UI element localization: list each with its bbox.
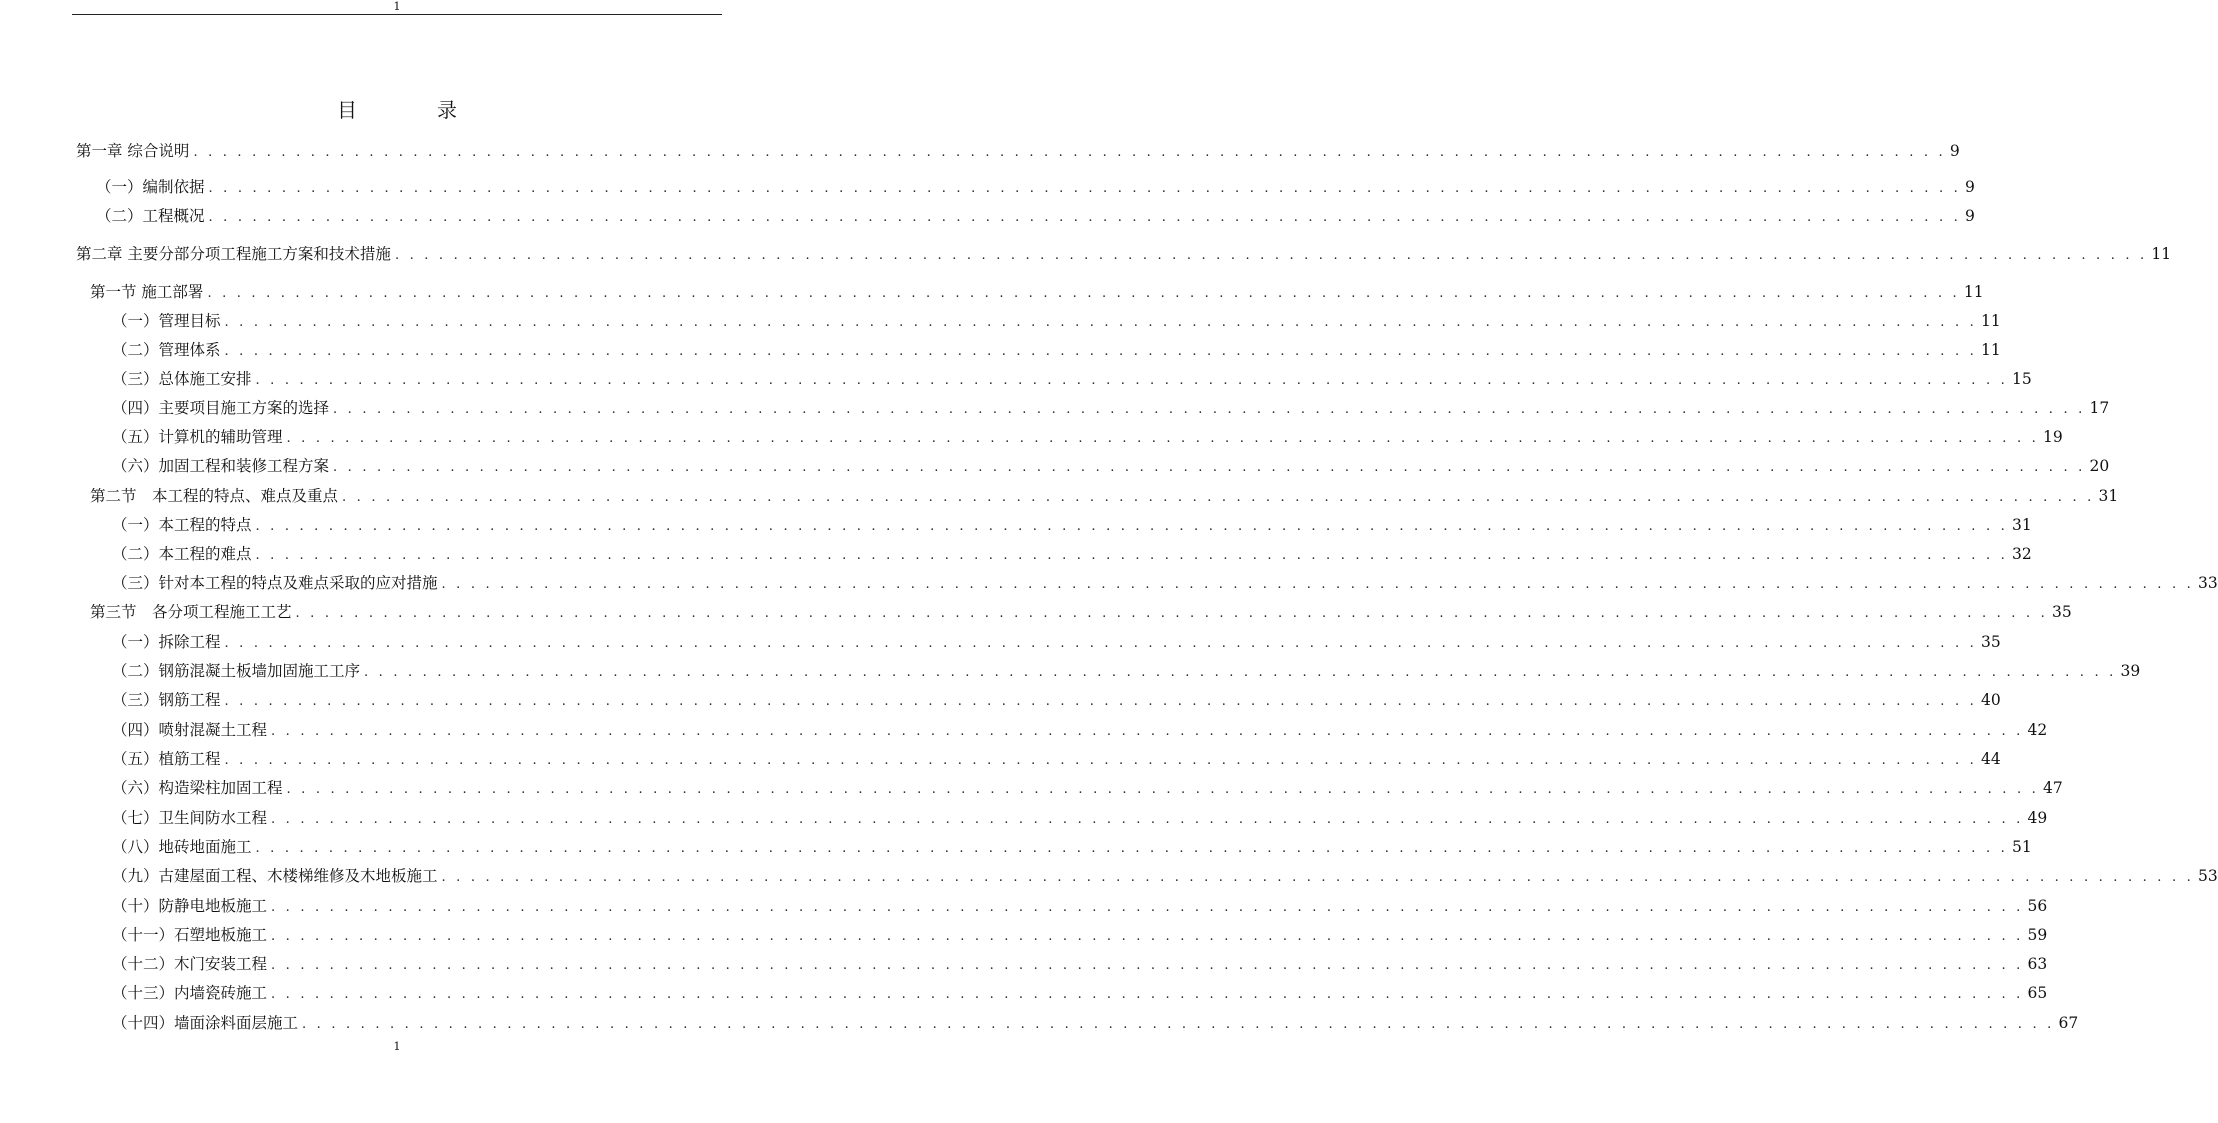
toc-leader-dots: . . . . . . . . . . . . . . . . . . . . . . . . . . . . . . . . . . . . . . . . . . . . . . . . . . . . . . . . . . . . . . . . . . . . . . . . . . . . . . . . . . . . . . . . . . . . . . . . . . . . . . . . . . . . . . . . . . . . . . . . (224, 753, 1977, 768)
toc-entry-label: 第一节 施工部署 (90, 283, 204, 301)
toc-leader-dots: . . . . . . . . . . . . . . . . . . . . . . . . . . . . . . . . . . . . . . . . . . . . . . . . . . . . . . . . . . . . . . . . . . . . . . . . . . . . . . . . . . . . . . . . . . . . . . . . . . . . . . . . . . . . . . . . . . . . . . . . (193, 145, 1946, 160)
toc-entry[interactable] (112, 952, 2048, 976)
footer-page-number: 1 (393, 1040, 401, 1053)
toc-entry-page: 19 (2042, 428, 2063, 446)
toc-entry[interactable] (96, 204, 1975, 228)
toc-entry[interactable] (112, 571, 2218, 595)
toc-entry[interactable] (112, 1011, 2079, 1035)
toc-leader-dots: . . . . . . . . . . . . . . . . . . . . . . . . . . . . . . . . . . . . . . . . . . . . . . . . . . . . . . . . . . . . . . . . . . . . . . . . . . . . . . . . . . . . . . . . . . . . . . . . . . . . . . . . . . . . . . . . . . . . . . . . (208, 210, 1961, 225)
toc-entry-label: （十四）墙面涂料面层施工 (112, 1014, 299, 1032)
toc-entry[interactable] (112, 396, 2110, 420)
toc-leader-dots: . . . . . . . . . . . . . . . . . . . . . . . . . . . . . . . . . . . . . . . . . . . . . . . . . . . . . . . . . . . . . . . . . . . . . . . . . . . . . . . . . . . . . . . . . . . . . . . . . . . . . . . . . . . . . . . . . . . . . . . . (295, 606, 2048, 621)
toc-leader-dots: . . . . . . . . . . . . . . . . . . . . . . . . . . . . . . . . . . . . . . . . . . . . . . . . . . . . . . . . . . . . . . . . . . . . . . . . . . . . . . . . . . . . . . . . . . . . . . . . . . . . . . . . . . . . . . . . . . . . . . . . (224, 315, 1977, 330)
toc-entry-page: 40 (1980, 691, 2001, 709)
toc-entry[interactable] (112, 923, 2048, 947)
toc-entry-label: （八）地砖地面施工 (112, 838, 252, 856)
toc-entry-label: （十三）内墙瓷砖施工 (112, 984, 268, 1002)
toc-leader-dots: . . . . . . . . . . . . . . . . . . . . . . . . . . . . . . . . . . . . . . . . . . . . . . . . . . . . . . . . . . . . . . . . . . . . . . . . . . . . . . . . . . . . . . . . . . . . . . . . . . . . . . . . . . . . . . . . . . . . . . . . (364, 665, 2117, 680)
toc-entry-page: 9 (1964, 207, 1975, 225)
toc-entry-page: 56 (2027, 897, 2048, 915)
toc-entry[interactable] (112, 864, 2218, 888)
toc-entry-label: （一）拆除工程 (112, 633, 221, 651)
toc-entry-page: 20 (2089, 457, 2110, 475)
toc-leader-dots: . . . . . . . . . . . . . . . . . . . . . . . . . . . . . . . . . . . . . . . . . . . . . . . . . . . . . . . . . . . . . . . . . . . . . . . . . . . . . . . . . . . . . . . . . . . . . . . . . . . . . . . . . . . . . . . . . . . . . . . . (255, 519, 2008, 534)
toc-entry-page: 35 (2051, 603, 2072, 621)
toc-entry-label: （十二）木门安装工程 (112, 955, 268, 973)
toc-entry-page: 49 (2027, 809, 2048, 827)
toc-leader-dots: . . . . . . . . . . . . . . . . . . . . . . . . . . . . . . . . . . . . . . . . . . . . . . . . . . . . . . . . . . . . . . . . . . . . . . . . . . . . . . . . . . . . . . . . . . . . . . . . . . . . . . . . . . . . . . . . . . . . . . . . (271, 724, 2024, 739)
toc-entry-label: 第二节 本工程的特点、难点及重点 (90, 487, 339, 505)
toc-entry-page: 67 (2058, 1014, 2079, 1032)
toc-entry-label: （二）管理体系 (112, 341, 221, 359)
toc-entry[interactable] (90, 280, 1984, 304)
toc-entry[interactable] (112, 981, 2048, 1005)
toc-leader-dots: . . . . . . . . . . . . . . . . . . . . . . . . . . . . . . . . . . . . . . . . . . . . . . . . . . . . . . . . . . . . . . . . . . . . . . . . . . . . . . . . . . . . . . . . . . . . . . . . . . . . . . . . . . . . . . . . . . . . . . . . (224, 636, 1977, 651)
toc-entry-label: （三）总体施工安排 (112, 370, 252, 388)
toc-entry-label: （四）主要项目施工方案的选择 (112, 399, 330, 417)
toc-entry-label: （二）钢筋混凝土板墙加固施工工序 (112, 662, 361, 680)
toc-entry[interactable] (112, 659, 2141, 683)
toc-leader-dots: . . . . . . . . . . . . . . . . . . . . . . . . . . . . . . . . . . . . . . . . . . . . . . . . . . . . . . . . . . . . . . . . . . . . . . . . . . . . . . . . . . . . . . . . . . . . . . . . . . . . . . . . . . . . . . . . . . . . . . . . (302, 1017, 2055, 1032)
toc-entry-label: 第二章 主要分部分项工程施工方案和技术措施 (76, 245, 391, 263)
toc-entry-page: 47 (2042, 779, 2063, 797)
toc-entry-page: 39 (2120, 662, 2141, 680)
toc-entry-label: 第一章 综合说明 (76, 142, 190, 160)
toc-entry[interactable] (112, 309, 2001, 333)
toc-leader-dots: . . . . . . . . . . . . . . . . . . . . . . . . . . . . . . . . . . . . . . . . . . . . . . . . . . . . . . . . . . . . . . . . . . . . . . . . . . . . . . . . . . . . . . . . . . . . . . . . . . . . . . . . . . . . . . . . . . . . . . . . (224, 344, 1977, 359)
toc-entry-page: 53 (2197, 867, 2218, 885)
toc-entry-page: 51 (2011, 838, 2032, 856)
toc-entry[interactable] (112, 367, 2032, 391)
toc-entry-label: （二）工程概况 (96, 207, 205, 225)
toc-entry-page: 9 (1964, 178, 1975, 196)
toc-entry-label: （四）喷射混凝土工程 (112, 721, 268, 739)
toc-entry-label: （二）本工程的难点 (112, 545, 252, 563)
toc-entry-page: 11 (1980, 341, 2001, 359)
toc-entry-page: 9 (1949, 142, 1960, 160)
toc-entry-page: 11 (2151, 245, 2172, 263)
toc-entry-label: （六）加固工程和装修工程方案 (112, 457, 330, 475)
toc-entry-label: 第三节 各分项工程施工工艺 (90, 603, 292, 621)
toc-entry[interactable] (112, 542, 2032, 566)
toc-entry[interactable] (112, 747, 2001, 771)
toc-entry-page: 59 (2027, 926, 2048, 944)
toc-entry-label: （五）植筋工程 (112, 750, 221, 768)
toc-leader-dots: . . . . . . . . . . . . . . . . . . . . . . . . . . . . . . . . . . . . . . . . . . . . . . . . . . . . . . . . . . . . . . . . . . . . . . . . . . . . . . . . . . . . . . . . . . . . . . . . . . . . . . . . . . . . . . . . . . . . . . . . (208, 181, 1961, 196)
toc-entry-label: （一）本工程的特点 (112, 516, 252, 534)
toc-entry[interactable] (112, 806, 2048, 830)
toc-entry-page: 11 (1963, 283, 1984, 301)
header-rule (72, 14, 722, 15)
toc-entry-page: 33 (2197, 574, 2218, 592)
toc-entry[interactable] (112, 776, 2063, 800)
toc-leader-dots: . . . . . . . . . . . . . . . . . . . . . . . . . . . . . . . . . . . . . . . . . . . . . . . . . . . . . . . . . . . . . . . . . . . . . . . . . . . . . . . . . . . . . . . . . . . . . . . . . . . . . . . . . . . . . . . . . . . . . . . . (271, 929, 2024, 944)
toc-entry[interactable] (112, 630, 2001, 654)
toc-entry[interactable] (90, 484, 2119, 508)
toc-entry-page: 11 (1980, 312, 2001, 330)
toc-entry-page: 65 (2027, 984, 2048, 1002)
toc-entry-label: （一）管理目标 (112, 312, 221, 330)
toc-entry-label: （一）编制依据 (96, 178, 205, 196)
toc-entry[interactable] (112, 718, 2048, 742)
toc-entry[interactable] (76, 242, 2172, 266)
toc-entry-label: （十）防静电地板施工 (112, 897, 268, 915)
toc-entry-label: （九）古建屋面工程、木楼梯维修及木地板施工 (112, 867, 438, 885)
toc-entry-label: （六）构造梁柱加固工程 (112, 779, 283, 797)
toc-leader-dots: . . . . . . . . . . . . . . . . . . . . . . . . . . . . . . . . . . . . . . . . . . . . . . . . . . . . . . . . . . . . . . . . . . . . . . . . . . . . . . . . . . . . . . . . . . . . . . . . . . . . . . . . . . . . . . . . . . . . . . . . (271, 987, 2024, 1002)
toc-leader-dots: . . . . . . . . . . . . . . . . . . . . . . . . . . . . . . . . . . . . . . . . . . . . . . . . . . . . . . . . . . . . . . . . . . . . . . . . . . . . . . . . . . . . . . . . . . . . . . . . . . . . . . . . . . . . . . . . . . . . . . . . (207, 286, 1960, 301)
toc-entry[interactable] (112, 894, 2048, 918)
toc-entry[interactable] (90, 600, 2072, 624)
toc-leader-dots: . . . . . . . . . . . . . . . . . . . . . . . . . . . . . . . . . . . . . . . . . . . . . . . . . . . . . . . . . . . . . . . . . . . . . . . . . . . . . . . . . . . . . . . . . . . . . . . . . . . . . . . . . . . . . . . . . . . . . . . . (333, 402, 2086, 417)
toc-entry[interactable] (112, 835, 2032, 859)
toc-entry-page: 44 (1980, 750, 2001, 768)
toc-entry-page: 15 (2011, 370, 2032, 388)
toc-entry-page: 32 (2011, 545, 2032, 563)
toc-entry[interactable] (96, 175, 1975, 199)
toc-leader-dots: . . . . . . . . . . . . . . . . . . . . . . . . . . . . . . . . . . . . . . . . . . . . . . . . . . . . . . . . . . . . . . . . . . . . . . . . . . . . . . . . . . . . . . . . . . . . . . . . . . . . . . . . . . . . . . . . . . . . . . . . (255, 548, 2008, 563)
toc-leader-dots: . . . . . . . . . . . . . . . . . . . . . . . . . . . . . . . . . . . . . . . . . . . . . . . . . . . . . . . . . . . . . . . . . . . . . . . . . . . . . . . . . . . . . . . . . . . . . . . . . . . . . . . . . . . . . . . . . . . . . . . . (255, 373, 2008, 388)
toc-entry-label: （三）针对本工程的特点及难点采取的应对措施 (112, 574, 438, 592)
toc-entry[interactable] (76, 139, 1960, 163)
toc-leader-dots: . . . . . . . . . . . . . . . . . . . . . . . . . . . . . . . . . . . . . . . . . . . . . . . . . . . . . . . . . . . . . . . . . . . . . . . . . . . . . . . . . . . . . . . . . . . . . . . . . . . . . . . . . . . . . . . . . . . . . . . . (441, 577, 2194, 592)
toc-leader-dots: . . . . . . . . . . . . . . . . . . . . . . . . . . . . . . . . . . . . . . . . . . . . . . . . . . . . . . . . . . . . . . . . . . . . . . . . . . . . . . . . . . . . . . . . . . . . . . . . . . . . . . . . . . . . . . . . . . . . . . . . (271, 958, 2024, 973)
toc-leader-dots: . . . . . . . . . . . . . . . . . . . . . . . . . . . . . . . . . . . . . . . . . . . . . . . . . . . . . . . . . . . . . . . . . . . . . . . . . . . . . . . . . . . . . . . . . . . . . . . . . . . . . . . . . . . . . . . . . . . . . . . . (286, 782, 2039, 797)
toc-entry[interactable] (112, 454, 2110, 478)
toc-entry-label: （三）钢筋工程 (112, 691, 221, 709)
toc-entry[interactable] (112, 338, 2001, 362)
toc-leader-dots: . . . . . . . . . . . . . . . . . . . . . . . . . . . . . . . . . . . . . . . . . . . . . . . . . . . . . . . . . . . . . . . . . . . . . . . . . . . . . . . . . . . . . . . . . . . . . . . . . . . . . . . . . . . . . . . . . . . . . . . . (271, 900, 2024, 915)
toc-leader-dots: . . . . . . . . . . . . . . . . . . . . . . . . . . . . . . . . . . . . . . . . . . . . . . . . . . . . . . . . . . . . . . . . . . . . . . . . . . . . . . . . . . . . . . . . . . . . . . . . . . . . . . . . . . . . . . . . . . . . . . . . (441, 870, 2194, 885)
toc-entry-page: 42 (2027, 721, 2048, 739)
toc-leader-dots: . . . . . . . . . . . . . . . . . . . . . . . . . . . . . . . . . . . . . . . . . . . . . . . . . . . . . . . . . . . . . . . . . . . . . . . . . . . . . . . . . . . . . . . . . . . . . . . . . . . . . . . . . . . . . . . . . . . . . . . . (333, 460, 2086, 475)
toc-title: 目 录 (337, 98, 487, 122)
toc-entry-label: （五）计算机的辅助管理 (112, 428, 283, 446)
toc-entry[interactable] (112, 688, 2001, 712)
toc-leader-dots: . . . . . . . . . . . . . . . . . . . . . . . . . . . . . . . . . . . . . . . . . . . . . . . . . . . . . . . . . . . . . . . . . . . . . . . . . . . . . . . . . . . . . . . . . . . . . . . . . . . . . . . . . . . . . . . . . . . . . . . . (394, 248, 2148, 263)
toc-entry-label: （十一）石塑地板施工 (112, 926, 268, 944)
header-page-number: 1 (393, 0, 401, 13)
toc-leader-dots: . . . . . . . . . . . . . . . . . . . . . . . . . . . . . . . . . . . . . . . . . . . . . . . . . . . . . . . . . . . . . . . . . . . . . . . . . . . . . . . . . . . . . . . . . . . . . . . . . . . . . . . . . . . . . . . . . . . . . . . . (342, 490, 2095, 505)
toc-entry-label: （七）卫生间防水工程 (112, 809, 268, 827)
toc-entry-page: 63 (2027, 955, 2048, 973)
toc-entry-page: 35 (1980, 633, 2001, 651)
toc-leader-dots: . . . . . . . . . . . . . . . . . . . . . . . . . . . . . . . . . . . . . . . . . . . . . . . . . . . . . . . . . . . . . . . . . . . . . . . . . . . . . . . . . . . . . . . . . . . . . . . . . . . . . . . . . . . . . . . . . . . . . . . . (271, 812, 2024, 827)
toc-entry[interactable] (112, 425, 2063, 449)
toc-entry[interactable] (112, 513, 2032, 537)
toc-leader-dots: . . . . . . . . . . . . . . . . . . . . . . . . . . . . . . . . . . . . . . . . . . . . . . . . . . . . . . . . . . . . . . . . . . . . . . . . . . . . . . . . . . . . . . . . . . . . . . . . . . . . . . . . . . . . . . . . . . . . . . . . (255, 841, 2008, 856)
toc-leader-dots: . . . . . . . . . . . . . . . . . . . . . . . . . . . . . . . . . . . . . . . . . . . . . . . . . . . . . . . . . . . . . . . . . . . . . . . . . . . . . . . . . . . . . . . . . . . . . . . . . . . . . . . . . . . . . . . . . . . . . . . . (224, 694, 1977, 709)
toc-entry-page: 31 (2011, 516, 2032, 534)
toc-leader-dots: . . . . . . . . . . . . . . . . . . . . . . . . . . . . . . . . . . . . . . . . . . . . . . . . . . . . . . . . . . . . . . . . . . . . . . . . . . . . . . . . . . . . . . . . . . . . . . . . . . . . . . . . . . . . . . . . . . . . . . . . (286, 431, 2039, 446)
toc-entry-page: 31 (2098, 487, 2119, 505)
toc-entry-page: 17 (2089, 399, 2110, 417)
